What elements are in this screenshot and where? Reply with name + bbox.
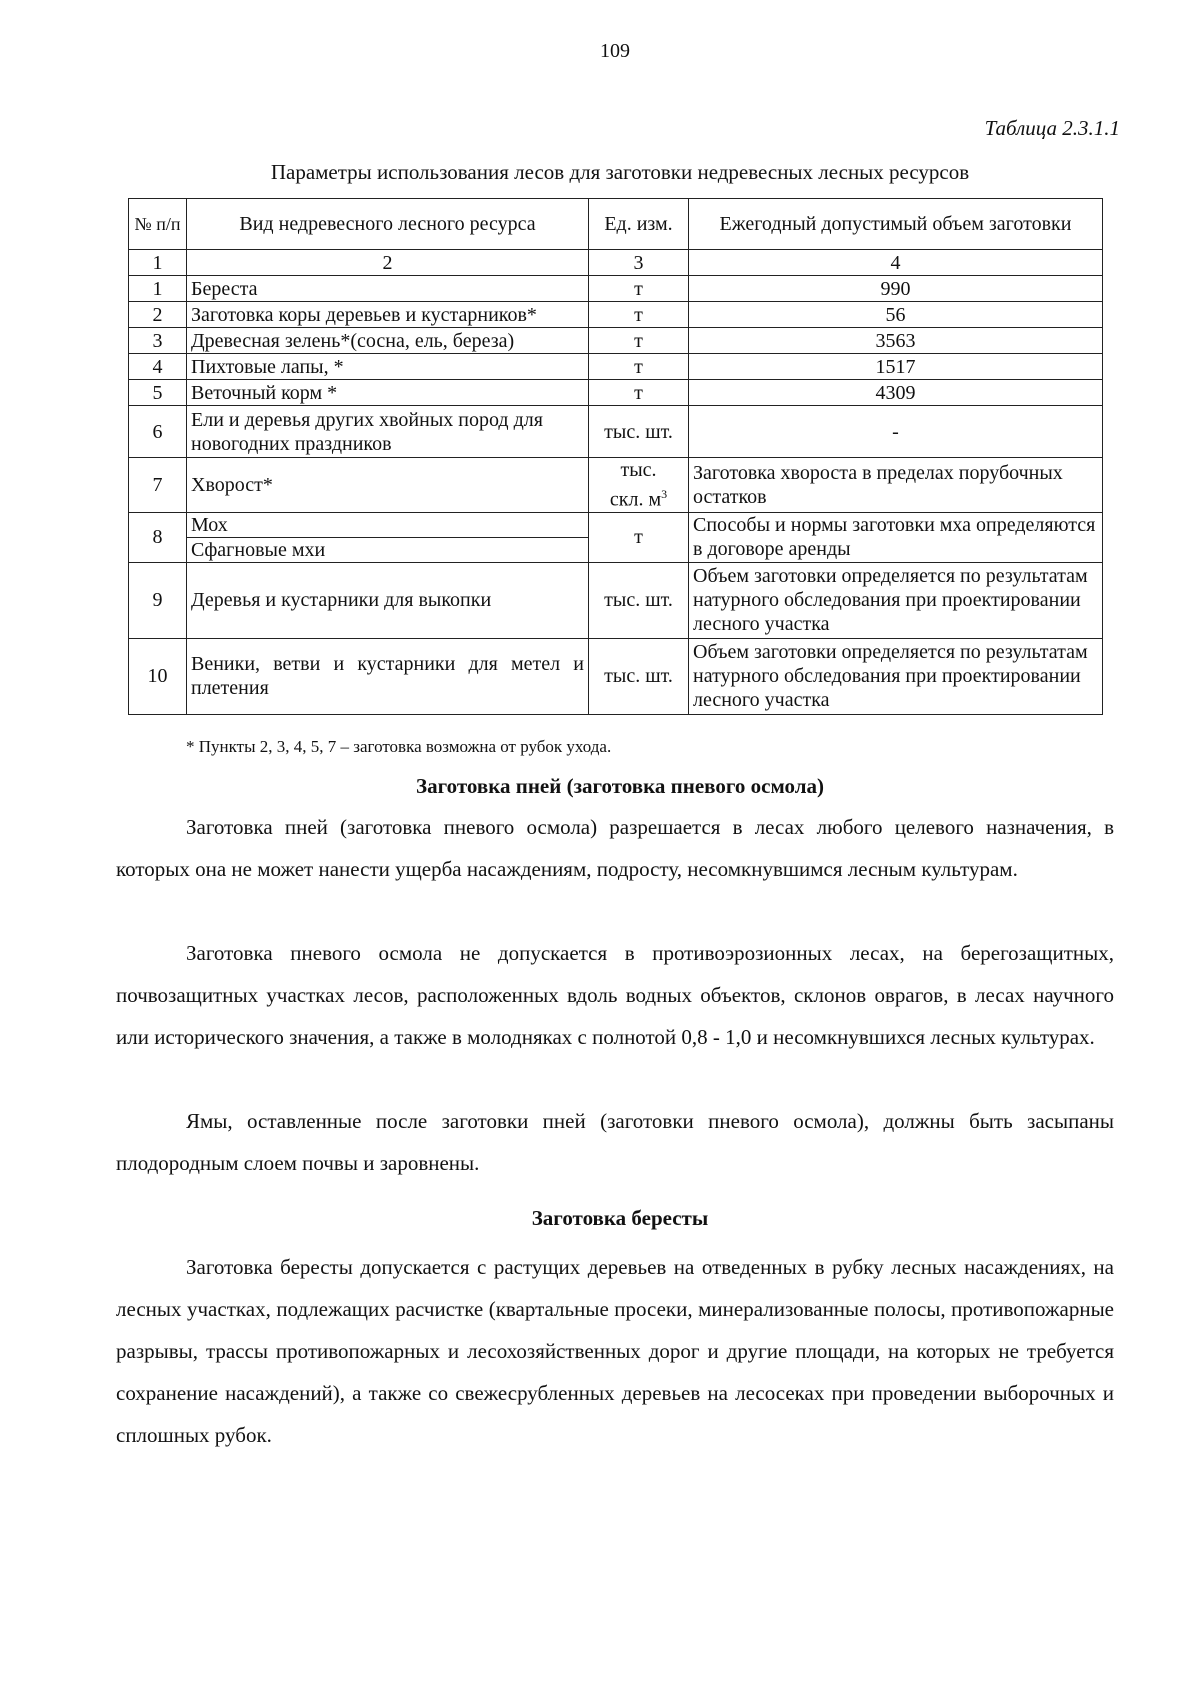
volume-cell: Объем заготовки определяется по результатам натурного обследования при проектировании лесного участка — [689, 638, 1103, 714]
table-row — [129, 328, 1103, 354]
row-number: 7 — [129, 458, 187, 513]
unit-cell: т — [589, 328, 689, 354]
unit-cell: т — [589, 276, 689, 302]
column-number: 2 — [187, 250, 589, 276]
resource-name: Веники, ветви и кустарники для метел и плетения — [187, 638, 589, 714]
resource-name: Сфагновые мхи — [187, 537, 589, 562]
unit-cell: тыс. шт. — [589, 562, 689, 638]
page-number: 109 — [600, 40, 630, 62]
unit-line: тыс. — [620, 459, 657, 481]
volume-cell: 990 — [689, 276, 1103, 302]
unit-text: скл. м — [609, 488, 662, 511]
row-number: 3 — [129, 328, 187, 354]
column-number: 1 — [129, 250, 187, 276]
row-number: 10 — [129, 638, 187, 714]
table-row — [129, 302, 1103, 328]
header-resource: Вид недревесного лесного ресурса — [187, 199, 589, 250]
unit-line — [593, 482, 684, 512]
resources-table — [128, 198, 1103, 715]
row-number: 2 — [129, 302, 187, 328]
unit-cell: т — [589, 302, 689, 328]
row-number: 8 — [129, 512, 187, 562]
unit-cell: тыс. шт. — [589, 638, 689, 714]
volume-cell: Способы и нормы заготовки мха определяются в договоре аренды — [689, 512, 1103, 562]
table-row — [129, 380, 1103, 406]
resource-name: Ели и деревья других хвойных пород для новогодних праздников — [187, 406, 589, 458]
paragraph: Ямы, оставленные после заготовки пней (заготовки пневого осмола), должны быть засыпаны плодородным слоем почвы и заровнены. — [116, 1109, 1114, 1175]
header-unit: Ед. изм. — [589, 199, 689, 250]
resource-name: Веточный корм * — [187, 380, 589, 406]
resource-name: Древесная зелень*(сосна, ель, береза) — [187, 328, 589, 354]
column-number: 3 — [589, 250, 689, 276]
table-caption: Параметры использования лесов для заготовки недревесных лесных ресурсов — [270, 160, 970, 184]
resource-name: Заготовка коры деревьев и кустарников* — [187, 302, 589, 328]
volume-cell: 4309 — [689, 380, 1103, 406]
volume-cell: 56 — [689, 302, 1103, 328]
unit-superscript: 3 — [661, 487, 668, 501]
table-row — [129, 406, 1103, 458]
volume-cell: - — [689, 406, 1103, 458]
paragraph: Заготовка бересты допускается с растущих деревьев на отведенных в рубку лесных насаждениях, на лесных участках, подлежащих расчистке (квартальные просеки, минерализованные полосы, противопожарные разрывы, трассы противопожарных и лесохозяйственных дорог и другие площади, на которых не требуется сохранение насаждений), а также со свежесрубленных деревьев на лесосеках при проведении выборочных и сплошных рубок. — [116, 1255, 1114, 1447]
table-footnote: * Пункты 2, 3, 4, 5, 7 – заготовка возможна от рубок ухода. — [186, 737, 612, 756]
section-heading: Заготовка бересты — [531, 1206, 709, 1230]
row-number: 6 — [129, 406, 187, 458]
resource-name: Деревья и кустарники для выкопки — [187, 562, 589, 638]
table-row — [129, 458, 1103, 513]
unit-cell: тыс. шт. — [589, 406, 689, 458]
paragraph: Заготовка пневого осмола не допускается в противоэрозионных лесах, на берегозащитных, почвозащитных участках лесов, расположенных вдоль водных объектов, склонов оврагов, в лесах научного или исторического значения, а также в молодняках с полнотой 0,8 - 1,0 и несомкнувшихся лесных культурах. — [116, 941, 1114, 1049]
volume-cell: Объем заготовки определяется по результатам натурного обследования при проектировании лесного участка — [689, 562, 1103, 638]
row-number: 5 — [129, 380, 187, 406]
resource-name: Хворост* — [187, 458, 589, 513]
table-row — [129, 562, 1103, 638]
volume-cell: 1517 — [689, 354, 1103, 380]
row-number: 1 — [129, 276, 187, 302]
unit-cell: т — [589, 380, 689, 406]
unit-cell — [589, 458, 689, 513]
volume-cell: Заготовка хвороста в пределах порубочных остатков — [689, 458, 1103, 513]
section-heading: Заготовка пней (заготовка пневого осмола) — [416, 774, 824, 798]
row-number: 4 — [129, 354, 187, 380]
row-number: 9 — [129, 562, 187, 638]
table-row — [129, 512, 1103, 537]
volume-cell: 3563 — [689, 328, 1103, 354]
header-volume: Ежегодный допустимый объем заготовки — [689, 199, 1103, 250]
header-number: № п/п — [129, 199, 187, 250]
table-header-row — [129, 199, 1103, 250]
table-row — [129, 354, 1103, 380]
column-number-row — [129, 250, 1103, 276]
table-label: Таблица 2.3.1.1 — [984, 116, 1120, 140]
resource-name: Мох — [187, 512, 589, 537]
table-row — [129, 276, 1103, 302]
unit-cell: т — [589, 512, 689, 562]
unit-cell: т — [589, 354, 689, 380]
table-row — [129, 638, 1103, 714]
paragraph: Заготовка пней (заготовка пневого осмола) разрешается в лесах любого целевого назначения, в которых она не может нанести ущерба насаждениям, подросту, несомкнувшимся лесным культурам. — [116, 815, 1114, 881]
resource-name: Береста — [187, 276, 589, 302]
resource-name: Пихтовые лапы, * — [187, 354, 589, 380]
column-number: 4 — [689, 250, 1103, 276]
